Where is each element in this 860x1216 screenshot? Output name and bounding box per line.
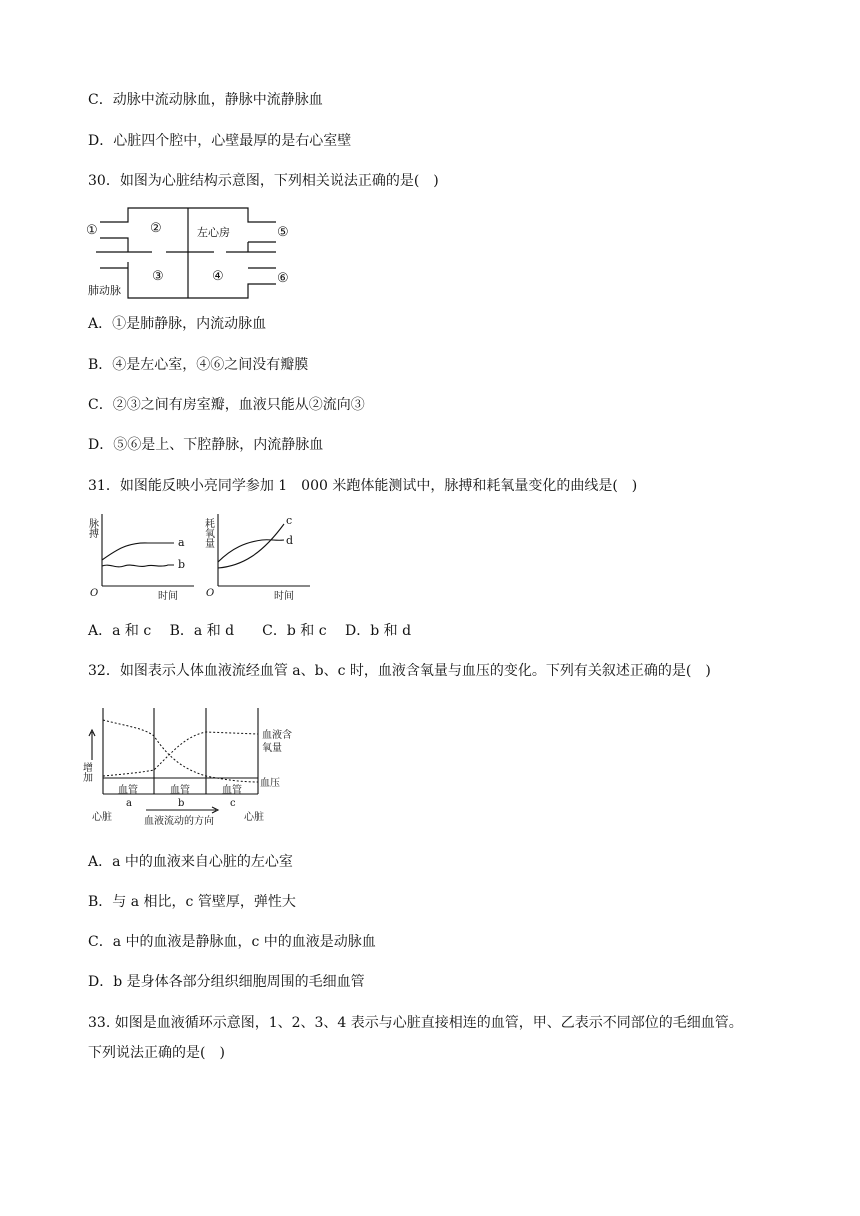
time-label: 时间 [158,591,178,602]
label-5: ⑤ [277,225,289,240]
vessel-a-label: 血管 [118,785,138,796]
q32-option-d: D．b 是身体各部分组织细胞周围的毛细血管 [88,974,365,990]
heart-right-label: 心脏 [244,812,264,823]
label-6: ⑥ [277,271,289,286]
q30-stem: 30．如图为心脏结构示意图，下列相关说法正确的是( ) [88,173,439,189]
pressure-curve [103,720,258,782]
vessel-c-letter: c [230,798,236,809]
oxygen-curve [103,732,258,776]
pulse-chart [86,510,198,602]
q29-option-d: D．心脏四个腔中，心壁最厚的是右心室壁 [88,133,352,149]
vessel-a-letter: a [126,798,132,809]
oxygen-label-1: 血液含 [262,730,292,741]
time-label: 时间 [274,591,294,602]
oxygen-label-2: 氧量 [262,743,282,754]
q31-options: A．a 和 c B．a 和 d C．b 和 c D．b 和 d [88,623,412,639]
curve-b [102,565,174,567]
vessel-b-letter: b [178,798,185,809]
vessel-c-label: 血管 [222,785,242,796]
q30-option-b: B．④是左心室，④⑥之间没有瓣膜 [88,357,309,373]
q32-option-a: A．a 中的血液来自心脏的左心室 [88,854,293,870]
label-2: ② [150,221,162,236]
label-3: ③ [152,269,164,284]
q32-option-c: C．a 中的血液是静脉血，c 中的血液是动脉血 [88,934,376,950]
heart-left-label: 心脏 [92,812,112,823]
q32-stem: 32．如图表示人体血液流经血管 a、b、c 时，血液含氧量与血压的变化。下列有关叙述正确的是( ) [88,663,711,679]
q30-option-d: D．⑤⑥是上、下腔静脉，内流静脉血 [88,437,324,453]
curve-c [218,524,284,568]
y-increase-label: 增加 [80,762,92,782]
label-1: ① [86,223,98,238]
q29-option-c: C．动脉中流动脉血，静脉中流静脉血 [88,92,323,108]
curve-c-label: c [286,514,293,527]
oxygen-ylabel: 耗氧量 [202,518,214,548]
q31-stem: 31．如图能反映小亮同学参加 1 000 米跑体能测试中，脉搏和耗氧量变化的曲线是( ) [88,478,638,494]
oxygen-consumption-chart [202,510,314,602]
pressure-label: 血压 [260,778,280,789]
pulse-ylabel: 脉搏 [86,518,98,538]
q30-option-a: A．①是肺静脉，内流动脉血 [88,316,267,332]
q30-option-c: C．②③之间有房室瓣，血液只能从②流向③ [88,397,365,413]
curve-a [102,543,174,560]
direction-label: 血液流动的方向 [144,816,214,827]
curve-d [218,540,284,562]
vessel-b-label: 血管 [170,785,190,796]
heart-structure-diagram [86,202,296,300]
origin-label: O [206,588,215,599]
q33-stem-line2: 下列说法正确的是( ) [88,1045,225,1061]
q32-option-b: B．与 a 相比，c 管壁厚，弹性大 [88,894,296,910]
label-4: ④ [212,269,224,284]
q33-stem-line1: 33. 如图是血液循环示意图，1、2、3、4 表示与心脏直接相连的血管，甲、乙表示不同部位的毛细血管。 [88,1015,743,1031]
blood-vessel-diagram [80,700,306,828]
origin-label: O [90,588,99,599]
curve-d-label: d [286,534,294,547]
curve-a-label: a [178,536,185,549]
curve-b-label: b [178,558,186,571]
label-pulmonary-artery: 肺动脉 [88,284,121,297]
label-left-atrium: 左心房 [197,226,230,239]
